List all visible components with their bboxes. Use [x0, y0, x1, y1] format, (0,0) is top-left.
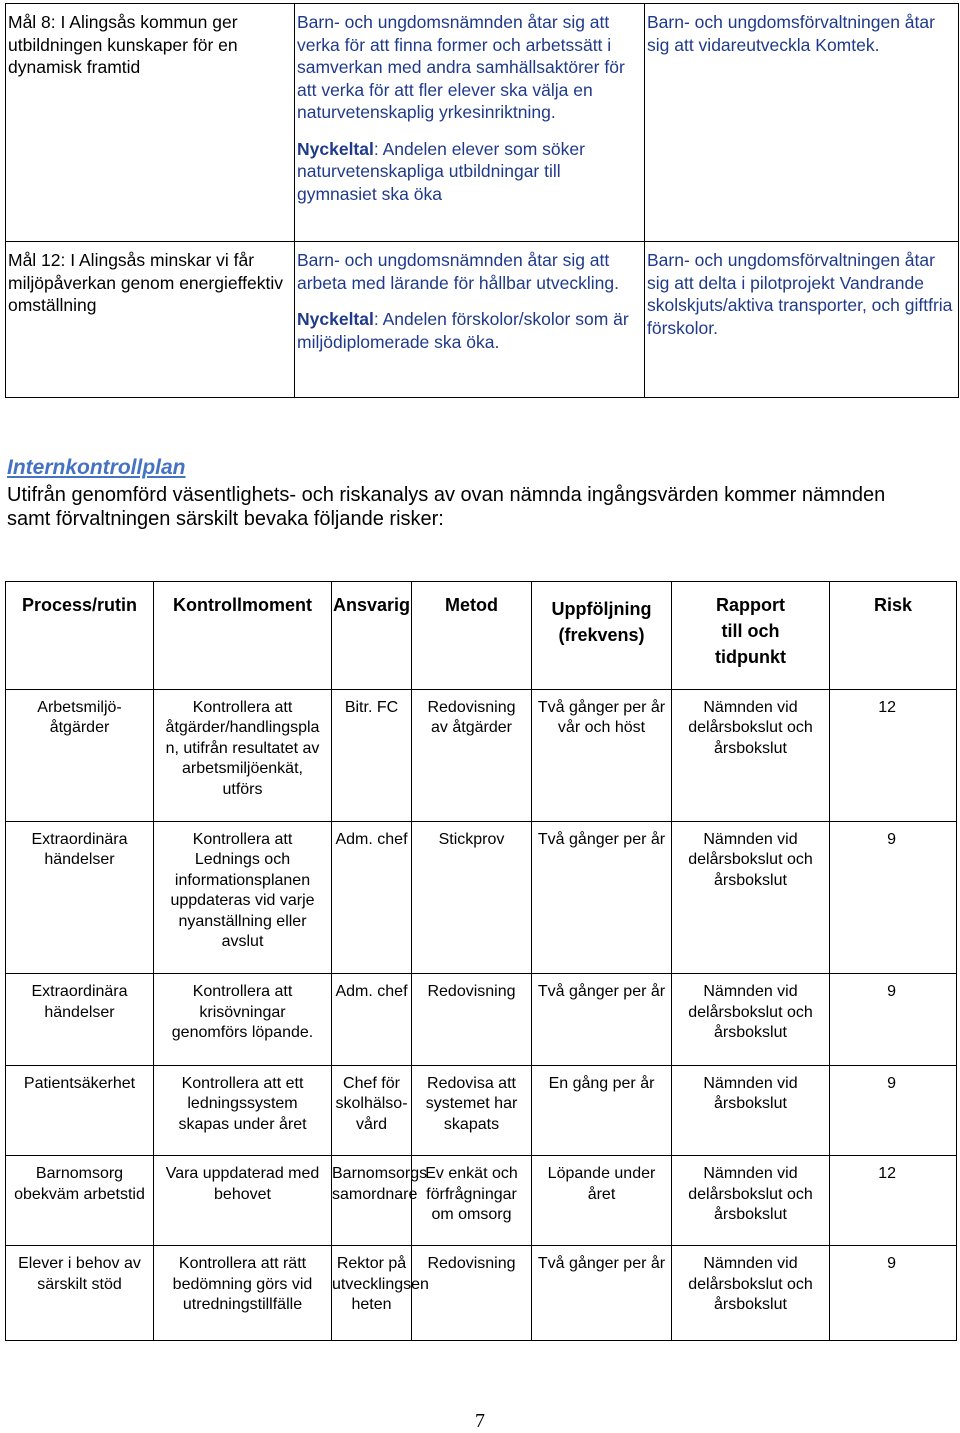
kpi-body: : Andelen elever som söker naturvetenskapliga utbildningar till gymnasiet ska öka [297, 138, 585, 204]
cell-method: Ev enkät och förfrågningar om omsorg [412, 1156, 532, 1246]
table-row [6, 689, 957, 821]
goal-cell [6, 4, 295, 242]
page-number: 7 [475, 1410, 485, 1432]
cell-report: Nämnden vid delårsbokslut och årsbokslut [672, 1246, 830, 1341]
cell-process: Elever i behov av särskilt stöd [6, 1246, 154, 1341]
cell-risk: 9 [830, 1065, 957, 1155]
cell-follow-up: Två gånger per år [532, 1246, 672, 1341]
commitment-text: Barn- och ungdomsnämnden åtar sig att verka för att finna former och arbetssätt i samverkan med andra samhällsaktörer för att verka för att fler elever ska välja en naturvetenskaplig yrkesinriktning. [297, 12, 625, 122]
kpi-label: Nyckeltal [297, 309, 374, 329]
administration-cell [645, 242, 959, 398]
administration-text: Barn- och ungdomsförvaltningen åtar sig att delta i pilotprojekt Vandrande skolskjuts/aktiva transporter, och giftfria förskolor. [647, 250, 953, 338]
cell-control-point: Kontrollera att Lednings och informationsplanen uppdateras vid varje nyanställning eller avslut [154, 821, 332, 973]
table-header-row [6, 582, 957, 690]
header-risk: Risk [830, 582, 957, 690]
goals-row [6, 242, 959, 398]
cell-follow-up: Två gånger per år vår och höst [532, 689, 672, 821]
cell-process: Barnomsorg obekväm arbetstid [6, 1156, 154, 1246]
cell-responsible: Rektor på utvecklingsen heten [332, 1246, 412, 1341]
header-responsible: Ansvarig [332, 582, 412, 690]
cell-responsible: Barnomsorgs samordnare [332, 1156, 412, 1246]
cell-follow-up: Två gånger per år [532, 974, 672, 1065]
cell-responsible: Bitr. FC [332, 689, 412, 821]
table-row [6, 1246, 957, 1341]
cell-report: Nämnden vid delårsbokslut och årsbokslut [672, 974, 830, 1065]
kpi-label: Nyckeltal [297, 138, 374, 159]
table-row [6, 1156, 957, 1246]
cell-risk: 12 [830, 689, 957, 821]
cell-process: Extraordinära händelser [6, 821, 154, 973]
cell-risk: 9 [830, 974, 957, 1065]
cell-report: Nämnden vid delårsbokslut och årsbokslut [672, 1156, 830, 1246]
commitment-cell [295, 242, 645, 398]
goal-text: Mål 12: I Alingsås minskar vi får miljöpåverkan genom energieffektiv omställning [8, 250, 283, 315]
kpi-text [297, 308, 638, 353]
commitment-text: Barn- och ungdomsnämnden åtar sig att arbeta med lärande för hållbar utveckling. [297, 250, 619, 293]
cell-follow-up: En gång per år [532, 1065, 672, 1155]
cell-risk: 9 [830, 1246, 957, 1341]
goal-text: Mål 8: I Alingsås kommun ger utbildningen kunskaper för en dynamisk framtid [8, 12, 238, 77]
kpi-text [297, 138, 638, 206]
cell-risk: 9 [830, 821, 957, 973]
administration-text: Barn- och ungdomsförvaltningen åtar sig att vidareutveckla Komtek. [647, 12, 935, 55]
cell-control-point: Kontrollera att ett ledningssystem skapas under året [154, 1065, 332, 1155]
cell-process: Arbetsmiljö- åtgärder [6, 689, 154, 821]
internal-control-table [5, 581, 957, 1341]
header-follow-up: Uppföljning (frekvens) [532, 582, 672, 690]
cell-responsible: Adm. chef [332, 974, 412, 1065]
table-row [6, 974, 957, 1065]
goals-row [6, 4, 959, 242]
section-intro: Utifrån genomförd väsentlighets- och riskanalys av ovan nämnda ingångsvärden kommer nämnden samt förvaltningen särskilt bevaka följande risker: [7, 484, 886, 530]
cell-report: Nämnden vid årsbokslut [672, 1065, 830, 1155]
administration-cell [645, 4, 959, 242]
cell-process: Patientsäkerhet [6, 1065, 154, 1155]
cell-method: Redovisning [412, 1246, 532, 1341]
header-method: Metod [412, 582, 532, 690]
cell-report: Nämnden vid delårsbokslut och årsbokslut [672, 689, 830, 821]
commitment-cell [295, 4, 645, 242]
cell-report: Nämnden vid delårsbokslut och årsbokslut [672, 821, 830, 973]
cell-method: Redovisa att systemet har skapats [412, 1065, 532, 1155]
cell-method: Redovisning av åtgärder [412, 689, 532, 821]
table-row [6, 1065, 957, 1155]
cell-risk: 12 [830, 1156, 957, 1246]
cell-control-point: Kontrollera att krisövningar genomförs löpande. [154, 974, 332, 1065]
cell-control-point: Kontrollera att åtgärder/handlingspla n, utifrån resultatet av arbetsmiljöenkät, utförs [154, 689, 332, 821]
header-control-point: Kontrollmoment [154, 582, 332, 690]
kpi-body: : Andelen förskolor/skolor som är miljödiplomerade ska öka. [297, 309, 629, 352]
cell-responsible: Adm. chef [332, 821, 412, 973]
goal-cell [6, 242, 295, 398]
cell-follow-up: Två gånger per år [532, 821, 672, 973]
header-process: Process/rutin [6, 582, 154, 690]
cell-control-point: Kontrollera att rätt bedömning görs vid utredningstillfälle [154, 1246, 332, 1341]
goals-table [5, 3, 959, 398]
cell-control-point: Vara uppdaterad med behovet [154, 1156, 332, 1246]
cell-process: Extraordinära händelser [6, 974, 154, 1065]
cell-method: Stickprov [412, 821, 532, 973]
cell-follow-up: Löpande under året [532, 1156, 672, 1246]
cell-responsible: Chef för skolhälso- vård [332, 1065, 412, 1155]
table-row [6, 821, 957, 973]
cell-method: Redovisning [412, 974, 532, 1065]
section-heading: Internkontrollplan [7, 456, 186, 479]
header-report: Rapport till och tidpunkt [672, 582, 830, 690]
